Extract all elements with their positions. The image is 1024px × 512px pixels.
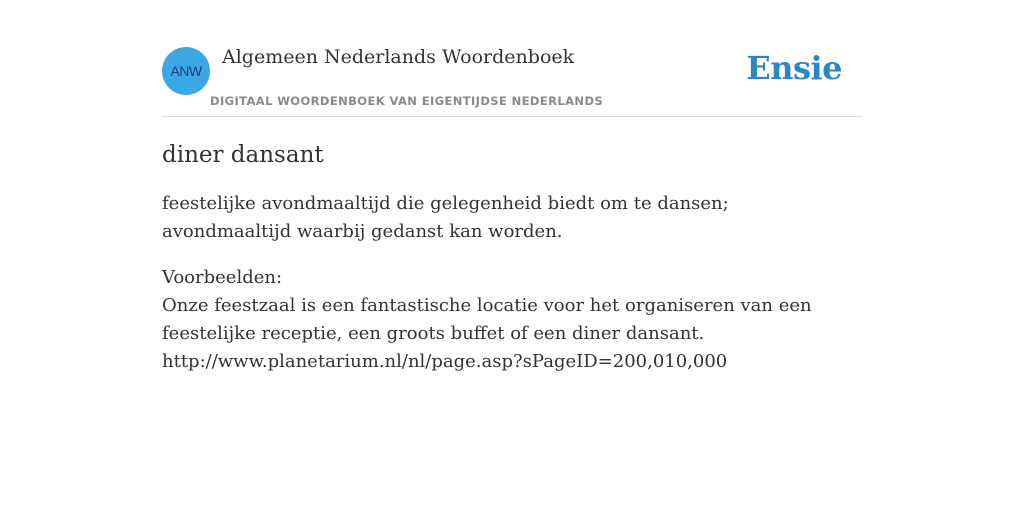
logo-text: ANW bbox=[170, 63, 202, 79]
examples-block bbox=[162, 264, 862, 376]
headword: diner dansant bbox=[162, 142, 324, 168]
entry-content bbox=[162, 140, 862, 376]
site-header bbox=[162, 46, 862, 117]
examples-label: Voorbeelden: bbox=[162, 267, 283, 288]
site-title[interactable]: Algemeen Nederlands Woordenboek bbox=[222, 46, 575, 68]
anw-logo[interactable] bbox=[162, 47, 210, 95]
ensie-brand-link[interactable]: Ensie bbox=[746, 49, 842, 87]
definition: feestelijke avondmaaltijd die gelegenheid biedt om te dansen; avondmaaltijd waarbij gedanst kan worden. bbox=[162, 193, 729, 242]
example-text: Onze feestzaal is een fantastische locatie voor het organiseren van een feestelijke receptie, een groots buffet of een diner dansant. bbox=[162, 295, 812, 344]
site-subtitle: DIGITAAL WOORDENBOEK VAN EIGENTIJDSE NEDERLANDS bbox=[210, 94, 604, 108]
example-source: http://www.planetarium.nl/nl/page.asp?sPageID=200,010,000 bbox=[162, 351, 728, 372]
